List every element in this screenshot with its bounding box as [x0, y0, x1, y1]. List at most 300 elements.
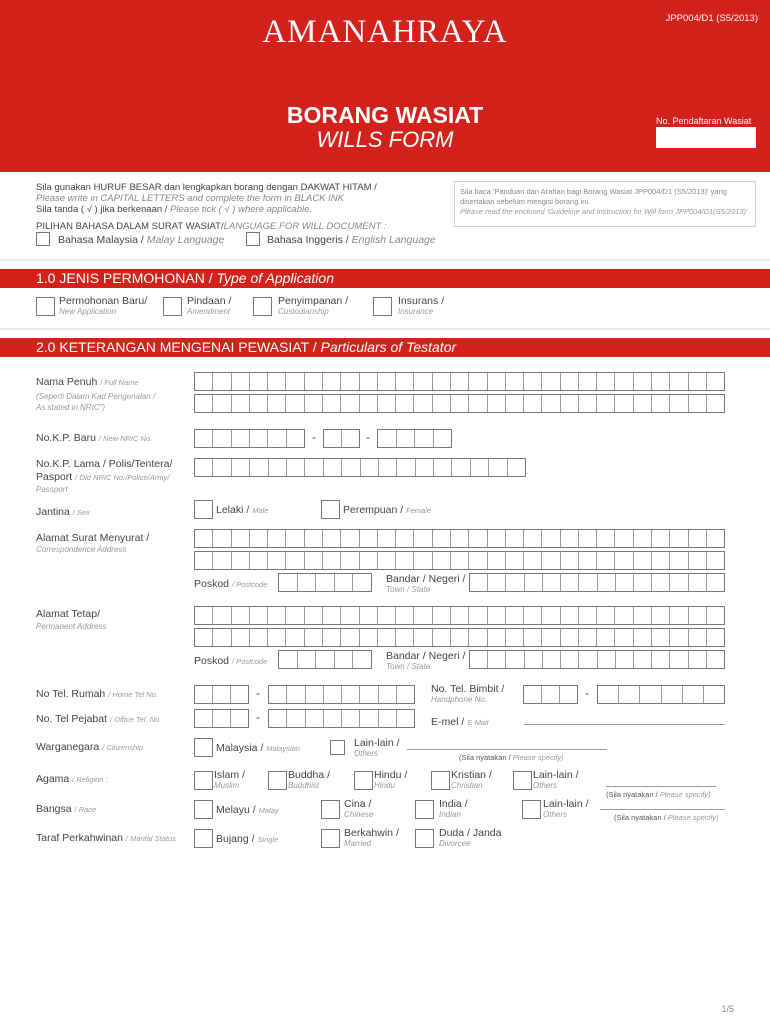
char-box[interactable] — [353, 651, 371, 668]
home-tel-prefix[interactable] — [194, 685, 249, 704]
char-box[interactable] — [286, 530, 304, 547]
char-box[interactable] — [342, 686, 360, 703]
char-box[interactable] — [305, 395, 323, 412]
char-box[interactable] — [414, 530, 432, 547]
char-box[interactable] — [335, 651, 354, 668]
char-box[interactable] — [670, 530, 688, 547]
char-box[interactable] — [323, 552, 341, 569]
char-box[interactable] — [231, 686, 248, 703]
char-box[interactable] — [524, 373, 542, 390]
char-box[interactable] — [341, 629, 359, 646]
char-box[interactable] — [707, 395, 724, 412]
char-box[interactable] — [542, 629, 560, 646]
char-box[interactable] — [707, 651, 724, 668]
char-box[interactable] — [488, 574, 506, 591]
char-box[interactable] — [195, 607, 213, 624]
char-box[interactable] — [470, 574, 488, 591]
char-box[interactable] — [634, 574, 652, 591]
char-box[interactable] — [195, 710, 213, 727]
char-box[interactable] — [378, 430, 397, 447]
char-box[interactable] — [268, 373, 286, 390]
char-box[interactable] — [341, 552, 359, 569]
char-box[interactable] — [195, 530, 213, 547]
char-box[interactable] — [306, 710, 324, 727]
char-box[interactable] — [670, 607, 688, 624]
char-box[interactable] — [341, 607, 359, 624]
permanent-address-row2[interactable] — [194, 628, 725, 647]
char-box[interactable] — [451, 552, 469, 569]
single-checkbox[interactable] — [194, 829, 213, 848]
char-box[interactable] — [213, 430, 231, 447]
char-box[interactable] — [287, 686, 305, 703]
char-box[interactable] — [396, 607, 414, 624]
char-box[interactable] — [670, 373, 688, 390]
char-box[interactable] — [378, 373, 396, 390]
char-box[interactable] — [469, 607, 487, 624]
char-box[interactable] — [451, 395, 469, 412]
char-box[interactable] — [287, 459, 305, 476]
char-box[interactable] — [615, 530, 633, 547]
char-box[interactable] — [250, 373, 268, 390]
char-box[interactable] — [543, 651, 561, 668]
char-box[interactable] — [250, 395, 268, 412]
char-box[interactable] — [488, 530, 506, 547]
char-box[interactable] — [469, 530, 487, 547]
char-box[interactable] — [652, 395, 670, 412]
char-box[interactable] — [662, 686, 683, 703]
char-box[interactable] — [488, 651, 506, 668]
char-box[interactable] — [396, 629, 414, 646]
other-nationality-checkbox[interactable] — [330, 740, 345, 755]
char-box[interactable] — [250, 430, 268, 447]
char-box[interactable] — [213, 373, 231, 390]
amendment-checkbox[interactable] — [163, 297, 182, 316]
other-race-checkbox[interactable] — [522, 800, 541, 819]
char-box[interactable] — [451, 373, 469, 390]
office-tel-number[interactable] — [268, 709, 415, 728]
char-box[interactable] — [195, 552, 213, 569]
char-box[interactable] — [360, 552, 378, 569]
char-box[interactable] — [652, 530, 670, 547]
char-box[interactable] — [414, 607, 432, 624]
char-box[interactable] — [268, 530, 286, 547]
char-box[interactable] — [598, 574, 616, 591]
char-box[interactable] — [543, 574, 561, 591]
full-name-row1[interactable] — [194, 372, 725, 391]
char-box[interactable] — [469, 373, 487, 390]
char-box[interactable] — [561, 574, 579, 591]
char-box[interactable] — [689, 651, 707, 668]
char-box[interactable] — [250, 607, 268, 624]
char-box[interactable] — [689, 574, 707, 591]
char-box[interactable] — [508, 459, 525, 476]
char-box[interactable] — [378, 607, 396, 624]
char-box[interactable] — [597, 607, 615, 624]
char-box[interactable] — [707, 574, 724, 591]
char-box[interactable] — [269, 710, 287, 727]
char-box[interactable] — [305, 373, 323, 390]
char-box[interactable] — [268, 430, 286, 447]
char-box[interactable] — [195, 686, 213, 703]
char-box[interactable] — [615, 552, 633, 569]
new-ic-part1[interactable] — [194, 429, 305, 448]
char-box[interactable] — [232, 430, 250, 447]
char-box[interactable] — [341, 373, 359, 390]
old-ic-field[interactable] — [194, 458, 526, 477]
char-box[interactable] — [451, 530, 469, 547]
char-box[interactable] — [488, 629, 506, 646]
char-box[interactable] — [506, 574, 524, 591]
malay-race-checkbox[interactable] — [194, 800, 213, 819]
char-box[interactable] — [560, 686, 577, 703]
char-box[interactable] — [195, 373, 213, 390]
char-box[interactable] — [342, 430, 359, 447]
char-box[interactable] — [579, 552, 597, 569]
divorcee-checkbox[interactable] — [415, 829, 434, 848]
char-box[interactable] — [434, 459, 452, 476]
char-box[interactable] — [670, 651, 688, 668]
chinese-checkbox[interactable] — [321, 800, 340, 819]
char-box[interactable] — [305, 629, 323, 646]
correspondence-address-row2[interactable] — [194, 551, 725, 570]
indian-checkbox[interactable] — [415, 800, 434, 819]
permanent-postcode-field[interactable] — [278, 650, 372, 669]
char-box[interactable] — [561, 552, 579, 569]
char-box[interactable] — [615, 395, 633, 412]
char-box[interactable] — [616, 574, 634, 591]
buddhist-checkbox[interactable] — [268, 771, 287, 790]
char-box[interactable] — [286, 629, 304, 646]
char-box[interactable] — [597, 395, 615, 412]
char-box[interactable] — [231, 710, 248, 727]
char-box[interactable] — [597, 530, 615, 547]
char-box[interactable] — [616, 651, 634, 668]
char-box[interactable] — [305, 530, 323, 547]
char-box[interactable] — [707, 552, 724, 569]
char-box[interactable] — [634, 629, 652, 646]
char-box[interactable] — [640, 686, 661, 703]
char-box[interactable] — [286, 552, 304, 569]
married-checkbox[interactable] — [321, 829, 340, 848]
char-box[interactable] — [634, 530, 652, 547]
char-box[interactable] — [689, 607, 707, 624]
full-name-row2[interactable] — [194, 394, 725, 413]
char-box[interactable] — [683, 686, 704, 703]
char-box[interactable] — [341, 530, 359, 547]
char-box[interactable] — [689, 373, 707, 390]
char-box[interactable] — [414, 629, 432, 646]
char-box[interactable] — [415, 430, 434, 447]
char-box[interactable] — [433, 607, 451, 624]
char-box[interactable] — [689, 530, 707, 547]
char-box[interactable] — [670, 629, 688, 646]
new-ic-part2[interactable] — [323, 429, 360, 448]
english-language-checkbox[interactable] — [246, 232, 260, 246]
char-box[interactable] — [287, 430, 304, 447]
char-box[interactable] — [250, 629, 268, 646]
char-box[interactable] — [195, 459, 213, 476]
other-nationality-field[interactable] — [407, 749, 607, 750]
char-box[interactable] — [542, 686, 560, 703]
char-box[interactable] — [396, 530, 414, 547]
char-box[interactable] — [213, 552, 231, 569]
char-box[interactable] — [232, 629, 250, 646]
char-box[interactable] — [360, 629, 378, 646]
correspondence-postcode-field[interactable] — [278, 573, 372, 592]
char-box[interactable] — [397, 710, 414, 727]
char-box[interactable] — [469, 395, 487, 412]
char-box[interactable] — [250, 530, 268, 547]
char-box[interactable] — [324, 686, 342, 703]
char-box[interactable] — [232, 459, 250, 476]
char-box[interactable] — [670, 552, 688, 569]
char-box[interactable] — [579, 530, 597, 547]
char-box[interactable] — [378, 530, 396, 547]
char-box[interactable] — [379, 686, 397, 703]
char-box[interactable] — [341, 395, 359, 412]
char-box[interactable] — [561, 651, 579, 668]
char-box[interactable] — [433, 373, 451, 390]
char-box[interactable] — [707, 530, 724, 547]
char-box[interactable] — [213, 686, 231, 703]
char-box[interactable] — [433, 552, 451, 569]
custodianship-checkbox[interactable] — [253, 297, 272, 316]
char-box[interactable] — [652, 629, 670, 646]
correspondence-address-row1[interactable] — [194, 529, 725, 548]
char-box[interactable] — [305, 552, 323, 569]
char-box[interactable] — [396, 373, 414, 390]
char-box[interactable] — [488, 373, 506, 390]
char-box[interactable] — [378, 395, 396, 412]
christian-checkbox[interactable] — [431, 771, 450, 790]
char-box[interactable] — [652, 373, 670, 390]
char-box[interactable] — [195, 629, 213, 646]
char-box[interactable] — [488, 395, 506, 412]
mobile-prefix[interactable] — [523, 685, 578, 704]
char-box[interactable] — [561, 395, 579, 412]
char-box[interactable] — [579, 395, 597, 412]
other-religion-checkbox[interactable] — [513, 771, 532, 790]
char-box[interactable] — [396, 552, 414, 569]
male-checkbox[interactable] — [194, 500, 213, 519]
char-box[interactable] — [488, 552, 506, 569]
char-box[interactable] — [542, 395, 560, 412]
permanent-town-field[interactable] — [469, 650, 725, 669]
char-box[interactable] — [414, 373, 432, 390]
char-box[interactable] — [471, 459, 489, 476]
char-box[interactable] — [524, 552, 542, 569]
char-box[interactable] — [451, 629, 469, 646]
char-box[interactable] — [279, 574, 298, 591]
char-box[interactable] — [707, 373, 724, 390]
char-box[interactable] — [469, 552, 487, 569]
char-box[interactable] — [342, 459, 360, 476]
char-box[interactable] — [397, 686, 414, 703]
char-box[interactable] — [704, 686, 724, 703]
char-box[interactable] — [324, 430, 342, 447]
char-box[interactable] — [232, 373, 250, 390]
registration-no-field[interactable] — [656, 127, 756, 148]
char-box[interactable] — [524, 607, 542, 624]
char-box[interactable] — [232, 552, 250, 569]
new-ic-part3[interactable] — [377, 429, 452, 448]
char-box[interactable] — [579, 629, 597, 646]
char-box[interactable] — [213, 459, 231, 476]
char-box[interactable] — [323, 607, 341, 624]
char-box[interactable] — [506, 629, 524, 646]
char-box[interactable] — [250, 552, 268, 569]
muslim-checkbox[interactable] — [194, 771, 213, 790]
char-box[interactable] — [689, 395, 707, 412]
char-box[interactable] — [561, 530, 579, 547]
char-box[interactable] — [433, 530, 451, 547]
char-box[interactable] — [397, 459, 415, 476]
char-box[interactable] — [619, 686, 640, 703]
char-box[interactable] — [689, 552, 707, 569]
char-box[interactable] — [652, 607, 670, 624]
char-box[interactable] — [615, 629, 633, 646]
char-box[interactable] — [269, 459, 287, 476]
char-box[interactable] — [542, 530, 560, 547]
char-box[interactable] — [561, 607, 579, 624]
char-box[interactable] — [213, 710, 231, 727]
char-box[interactable] — [232, 607, 250, 624]
char-box[interactable] — [524, 686, 542, 703]
char-box[interactable] — [506, 373, 524, 390]
char-box[interactable] — [525, 574, 543, 591]
char-box[interactable] — [360, 686, 378, 703]
char-box[interactable] — [524, 629, 542, 646]
char-box[interactable] — [542, 373, 560, 390]
char-box[interactable] — [360, 395, 378, 412]
char-box[interactable] — [597, 629, 615, 646]
correspondence-town-field[interactable] — [469, 573, 725, 592]
char-box[interactable] — [561, 629, 579, 646]
char-box[interactable] — [360, 373, 378, 390]
char-box[interactable] — [652, 574, 670, 591]
char-box[interactable] — [378, 552, 396, 569]
char-box[interactable] — [269, 686, 287, 703]
char-box[interactable] — [652, 552, 670, 569]
char-box[interactable] — [488, 607, 506, 624]
char-box[interactable] — [470, 651, 488, 668]
char-box[interactable] — [360, 607, 378, 624]
char-box[interactable] — [652, 651, 670, 668]
malaysian-checkbox[interactable] — [194, 738, 213, 757]
char-box[interactable] — [670, 574, 688, 591]
char-box[interactable] — [298, 574, 317, 591]
char-box[interactable] — [396, 395, 414, 412]
char-box[interactable] — [489, 459, 507, 476]
char-box[interactable] — [323, 395, 341, 412]
char-box[interactable] — [707, 607, 724, 624]
char-box[interactable] — [506, 552, 524, 569]
char-box[interactable] — [615, 373, 633, 390]
char-box[interactable] — [561, 373, 579, 390]
char-box[interactable] — [335, 574, 354, 591]
char-box[interactable] — [195, 395, 213, 412]
char-box[interactable] — [579, 651, 597, 668]
char-box[interactable] — [298, 651, 317, 668]
char-box[interactable] — [324, 710, 342, 727]
office-tel-prefix[interactable] — [194, 709, 249, 728]
char-box[interactable] — [213, 607, 231, 624]
char-box[interactable] — [378, 629, 396, 646]
char-box[interactable] — [195, 430, 213, 447]
char-box[interactable] — [305, 607, 323, 624]
char-box[interactable] — [379, 710, 397, 727]
char-box[interactable] — [634, 607, 652, 624]
char-box[interactable] — [416, 459, 434, 476]
char-box[interactable] — [597, 373, 615, 390]
char-box[interactable] — [316, 651, 335, 668]
char-box[interactable] — [268, 395, 286, 412]
char-box[interactable] — [524, 395, 542, 412]
char-box[interactable] — [542, 552, 560, 569]
char-box[interactable] — [323, 530, 341, 547]
char-box[interactable] — [615, 607, 633, 624]
char-box[interactable] — [360, 710, 378, 727]
char-box[interactable] — [287, 710, 305, 727]
char-box[interactable] — [323, 373, 341, 390]
char-box[interactable] — [286, 373, 304, 390]
char-box[interactable] — [324, 459, 342, 476]
char-box[interactable] — [598, 651, 616, 668]
char-box[interactable] — [397, 430, 416, 447]
char-box[interactable] — [524, 530, 542, 547]
char-box[interactable] — [361, 459, 379, 476]
char-box[interactable] — [213, 530, 231, 547]
char-box[interactable] — [469, 629, 487, 646]
char-box[interactable] — [316, 574, 335, 591]
char-box[interactable] — [579, 607, 597, 624]
char-box[interactable] — [579, 373, 597, 390]
char-box[interactable] — [268, 607, 286, 624]
char-box[interactable] — [707, 629, 724, 646]
char-box[interactable] — [525, 651, 543, 668]
char-box[interactable] — [414, 552, 432, 569]
char-box[interactable] — [670, 395, 688, 412]
char-box[interactable] — [451, 607, 469, 624]
char-box[interactable] — [506, 395, 524, 412]
char-box[interactable] — [634, 395, 652, 412]
char-box[interactable] — [305, 459, 323, 476]
permanent-address-row1[interactable] — [194, 606, 725, 625]
other-race-field[interactable] — [600, 809, 725, 810]
char-box[interactable] — [232, 395, 250, 412]
char-box[interactable] — [342, 710, 360, 727]
email-field[interactable] — [524, 724, 725, 725]
char-box[interactable] — [689, 629, 707, 646]
char-box[interactable] — [213, 395, 231, 412]
char-box[interactable] — [306, 686, 324, 703]
char-box[interactable] — [434, 430, 452, 447]
char-box[interactable] — [506, 651, 524, 668]
char-box[interactable] — [279, 651, 298, 668]
char-box[interactable] — [433, 395, 451, 412]
mobile-number[interactable] — [597, 685, 725, 704]
malay-language-checkbox[interactable] — [36, 232, 50, 246]
char-box[interactable] — [323, 629, 341, 646]
char-box[interactable] — [506, 607, 524, 624]
char-box[interactable] — [542, 607, 560, 624]
char-box[interactable] — [452, 459, 470, 476]
char-box[interactable] — [353, 574, 371, 591]
char-box[interactable] — [597, 552, 615, 569]
hindu-checkbox[interactable] — [354, 771, 373, 790]
char-box[interactable] — [579, 574, 597, 591]
char-box[interactable] — [268, 629, 286, 646]
